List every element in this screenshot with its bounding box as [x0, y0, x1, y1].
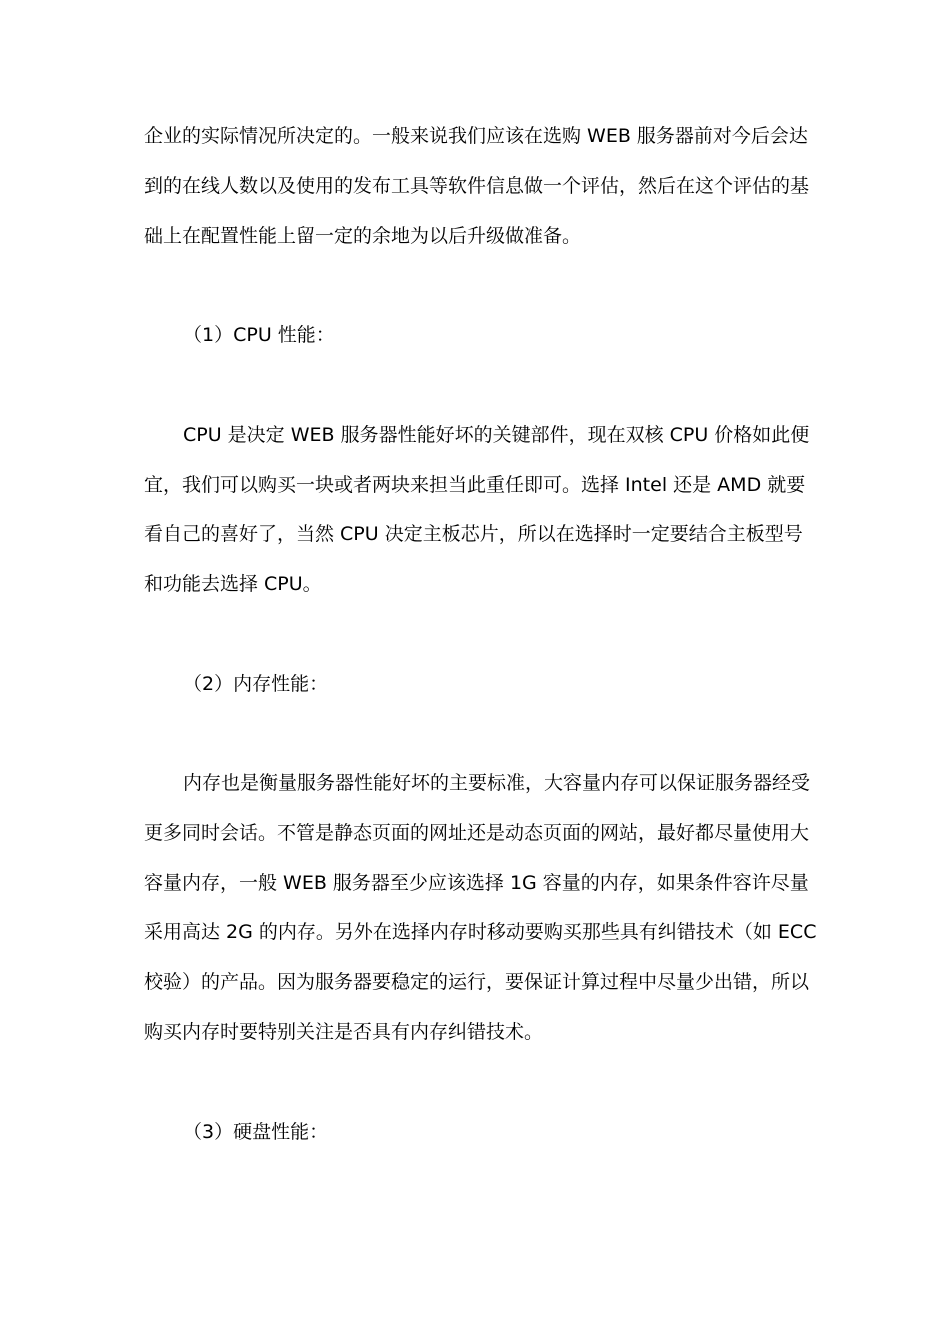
section-heading-disk: （3）硬盘性能：	[183, 1121, 329, 1143]
section-heading-memory: （2）内存性能：	[183, 673, 329, 695]
paragraph-line: 容量内存，一般 WEB 服务器至少应该选择 1G 容量的内存，如果条件容许尽量	[144, 872, 809, 894]
paragraph-line: 到的在线人数以及使用的发布工具等软件信息做一个评估，然后在这个评估的基	[144, 175, 810, 197]
paragraph-line: 校验）的产品。因为服务器要稳定的运行，要保证计算过程中尽量少出错，所以	[144, 971, 810, 993]
paragraph-line: 看自己的喜好了，当然 CPU 决定主板芯片，所以在选择时一定要结合主板型号	[144, 523, 803, 545]
paragraph-line: 采用高达 2G 的内存。另外在选择内存时移动要购买那些具有纠错技术（如 ECC	[144, 921, 817, 943]
paragraph-line: 内存也是衡量服务器性能好坏的主要标准，大容量内存可以保证服务器经受	[183, 772, 811, 794]
section-heading-cpu: （1）CPU 性能：	[183, 324, 335, 346]
paragraph-line: 础上在配置性能上留一定的余地为以后升级做准备。	[144, 225, 582, 247]
paragraph-line: 企业的实际情况所决定的。一般来说我们应该在选购 WEB 服务器前对今后会达	[144, 125, 808, 147]
paragraph-line: CPU 是决定 WEB 服务器性能好坏的关键部件，现在双核 CPU 价格如此便	[183, 424, 810, 446]
paragraph-line: 更多同时会话。不管是静态页面的网址还是动态页面的网站，最好都尽量使用大	[144, 822, 810, 844]
paragraph-line: 宜，我们可以购买一块或者两块来担当此重任即可。选择 Intel 还是 AMD 就要	[144, 474, 806, 496]
paragraph-line: 购买内存时要特别关注是否具有内存纠错技术。	[144, 1021, 544, 1043]
paragraph-line: 和功能去选择 CPU。	[144, 573, 322, 595]
